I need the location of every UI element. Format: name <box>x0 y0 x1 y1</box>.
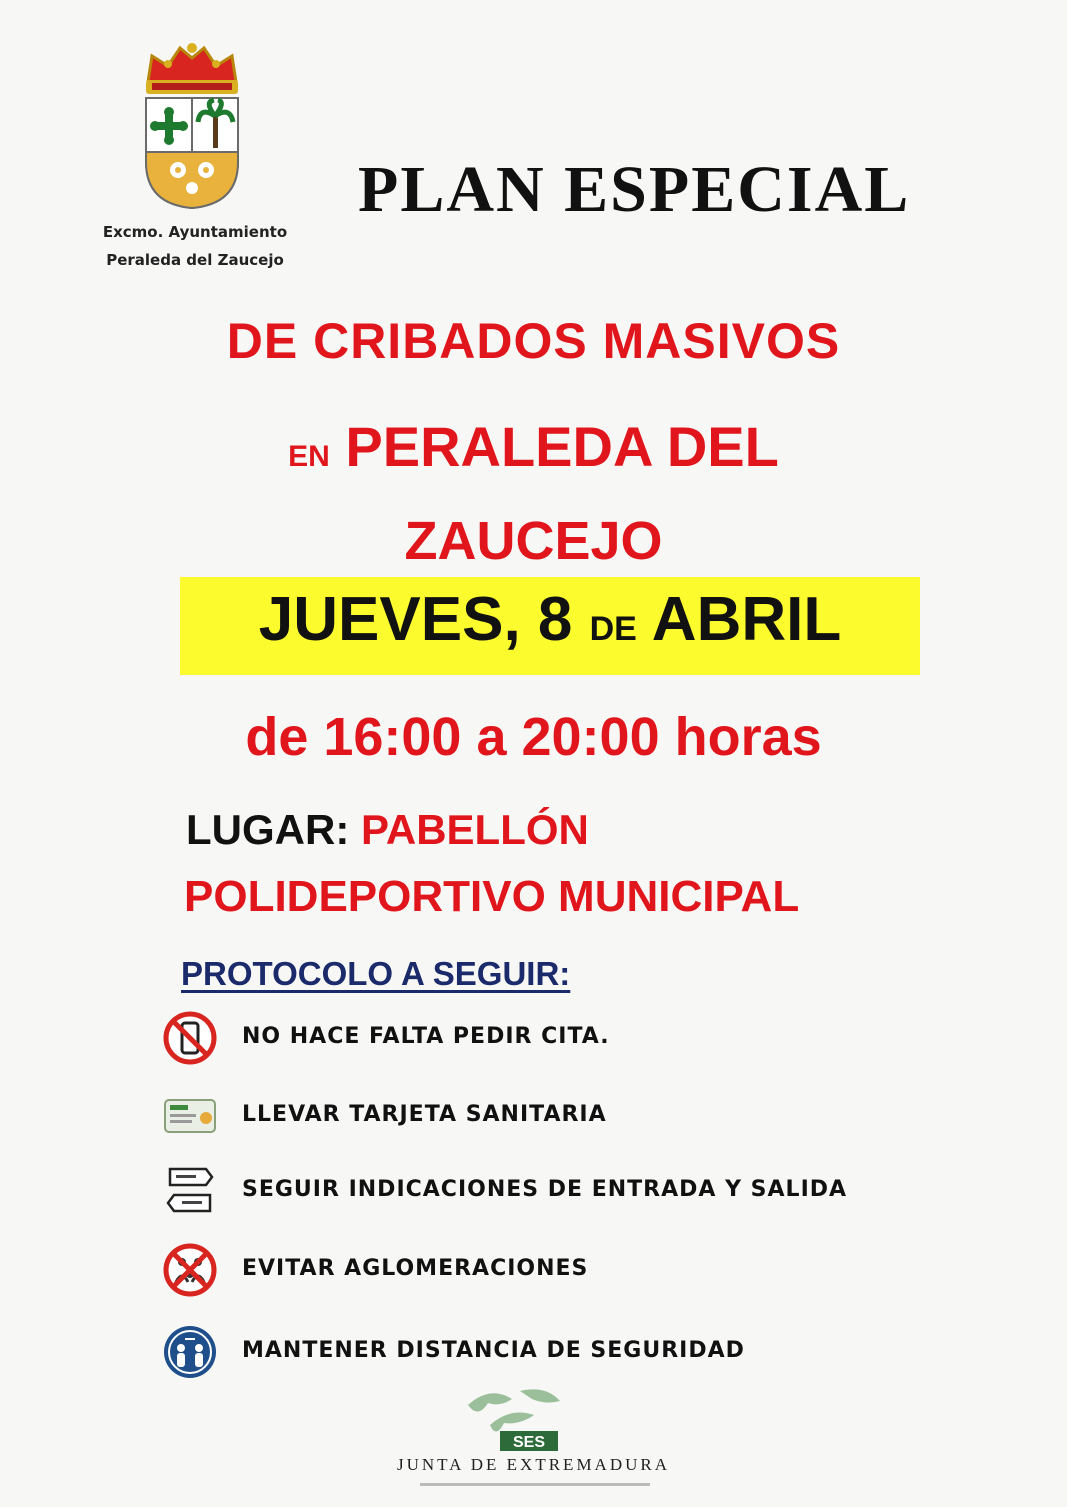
protocol-heading: PROTOCOLO A SEGUIR: <box>181 955 571 992</box>
protocol-item <box>0 1088 1067 1148</box>
ses-logo-icon <box>460 1385 580 1455</box>
coat-of-arms-icon <box>138 42 246 212</box>
place-label: LUGAR: <box>186 806 350 853</box>
protocol-item-text: SEGUIR INDICACIONES DE ENTRADA Y SALIDA <box>242 1177 848 1202</box>
place-line-1 <box>186 806 589 854</box>
footer-divider <box>420 1483 650 1486</box>
headline-line-3: ZAUCEJO <box>404 511 663 571</box>
event-hours: de 16:00 a 20:00 horas <box>245 707 822 767</box>
protocol-item-text: NO HACE FALTA PEDIR CITA. <box>242 1024 610 1049</box>
protocol-item-text: MANTENER DISTANCIA DE SEGURIDAD <box>242 1338 745 1363</box>
logo-text: SES <box>512 1434 546 1451</box>
protocol-item-text: EVITAR AGLOMERACIONES <box>242 1256 589 1281</box>
date-month: ABRIL <box>651 585 842 654</box>
headline-prefix: EN <box>288 440 330 473</box>
org-line-1: Excmo. Ayuntamiento <box>102 223 288 241</box>
event-date <box>180 584 920 655</box>
headline-town: PERALEDA DEL <box>345 415 779 478</box>
protocol-item-text: LLEVAR TARJETA SANITARIA <box>242 1102 607 1127</box>
no-phone-icon <box>162 1010 218 1066</box>
protocol-item <box>0 1242 1067 1302</box>
health-card-icon <box>162 1088 218 1144</box>
org-line-2: Peraleda del Zaucejo <box>106 251 284 269</box>
poster-title: PLAN ESPECIAL <box>358 153 911 226</box>
date-connector: DE <box>589 610 637 648</box>
entry-exit-signs-icon <box>162 1163 218 1219</box>
place-value-2: POLIDEPORTIVO MUNICIPAL <box>184 872 800 921</box>
social-distance-icon <box>162 1324 218 1380</box>
headline-line-2 <box>0 414 1067 479</box>
protocol-item <box>0 1010 1067 1070</box>
protocol-item <box>0 1163 1067 1223</box>
headline-line-1: DE CRIBADOS MASIVOS <box>226 313 841 369</box>
no-crowds-icon <box>162 1242 218 1298</box>
place-value-1: PABELLÓN <box>360 806 589 853</box>
municipality-name <box>50 218 340 274</box>
protocol-item <box>0 1324 1067 1384</box>
footer-org: JUNTA DE EXTREMADURA <box>396 1455 671 1474</box>
date-day: JUEVES, 8 <box>258 585 573 654</box>
